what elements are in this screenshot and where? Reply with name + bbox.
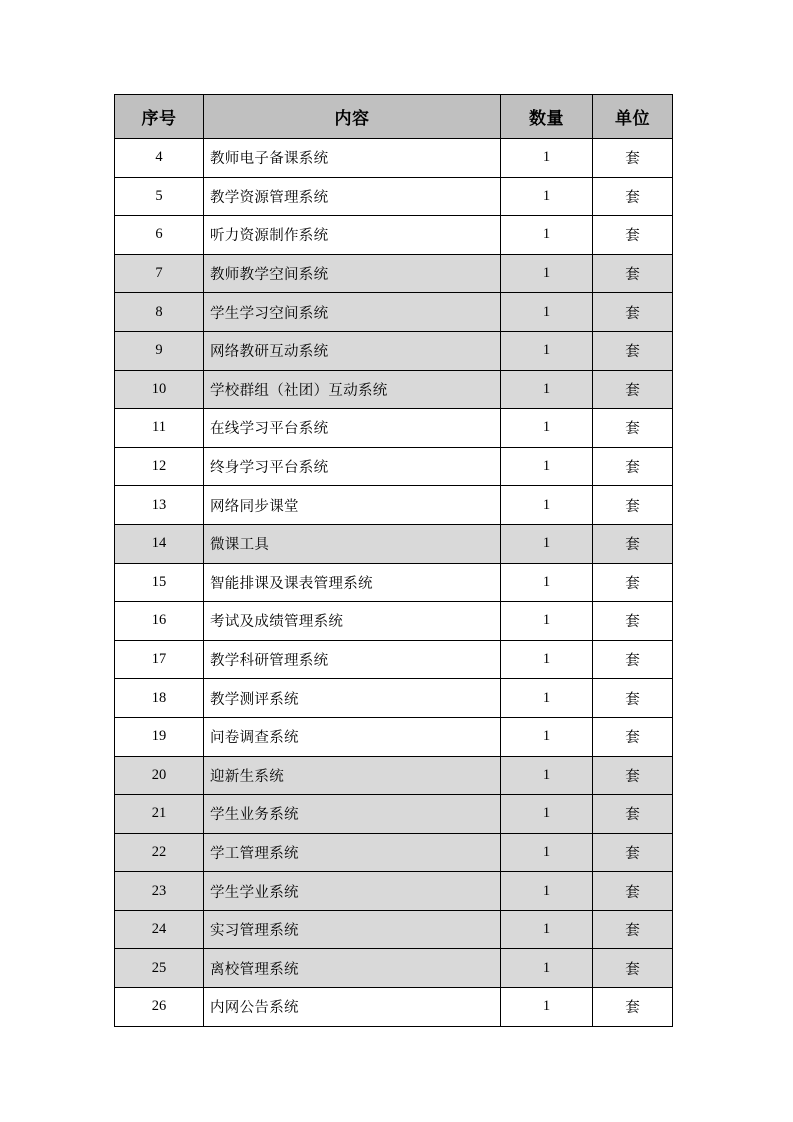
cell-sequence: 8	[115, 293, 204, 332]
cell-content: 教师教学空间系统	[204, 254, 501, 293]
table-row	[115, 640, 673, 679]
table-row	[115, 216, 673, 255]
cell-sequence: 12	[115, 447, 204, 486]
cell-unit: 套	[593, 370, 673, 409]
cell-quantity: 1	[501, 563, 593, 602]
cell-sequence: 26	[115, 988, 204, 1027]
cell-unit: 套	[593, 216, 673, 255]
equipment-inventory-table	[114, 94, 673, 1027]
cell-sequence: 4	[115, 139, 204, 178]
cell-quantity: 1	[501, 910, 593, 949]
cell-sequence: 25	[115, 949, 204, 988]
cell-sequence: 24	[115, 910, 204, 949]
table-row	[115, 910, 673, 949]
cell-content: 学生业务系统	[204, 795, 501, 834]
cell-sequence: 10	[115, 370, 204, 409]
cell-content: 教师电子备课系统	[204, 139, 501, 178]
cell-quantity: 1	[501, 988, 593, 1027]
cell-unit: 套	[593, 177, 673, 216]
cell-unit: 套	[593, 640, 673, 679]
cell-content: 问卷调查系统	[204, 717, 501, 756]
table-row	[115, 949, 673, 988]
cell-sequence: 13	[115, 486, 204, 525]
cell-unit: 套	[593, 254, 673, 293]
cell-content: 内网公告系统	[204, 988, 501, 1027]
cell-unit: 套	[593, 756, 673, 795]
table-row	[115, 447, 673, 486]
table-header-row	[115, 95, 673, 139]
cell-unit: 套	[593, 602, 673, 641]
cell-quantity: 1	[501, 370, 593, 409]
table-header	[115, 95, 673, 139]
cell-content: 离校管理系统	[204, 949, 501, 988]
cell-sequence: 23	[115, 872, 204, 911]
cell-content: 智能排课及课表管理系统	[204, 563, 501, 602]
table-row	[115, 409, 673, 448]
cell-unit: 套	[593, 331, 673, 370]
cell-sequence: 18	[115, 679, 204, 718]
table-body	[115, 139, 673, 1027]
cell-quantity: 1	[501, 486, 593, 525]
cell-quantity: 1	[501, 640, 593, 679]
table-row	[115, 370, 673, 409]
cell-sequence: 21	[115, 795, 204, 834]
cell-quantity: 1	[501, 524, 593, 563]
cell-unit: 套	[593, 409, 673, 448]
cell-content: 教学资源管理系统	[204, 177, 501, 216]
cell-unit: 套	[593, 910, 673, 949]
cell-sequence: 7	[115, 254, 204, 293]
cell-unit: 套	[593, 139, 673, 178]
cell-content: 迎新生系统	[204, 756, 501, 795]
cell-sequence: 5	[115, 177, 204, 216]
cell-sequence: 22	[115, 833, 204, 872]
cell-quantity: 1	[501, 872, 593, 911]
cell-sequence: 14	[115, 524, 204, 563]
cell-quantity: 1	[501, 177, 593, 216]
cell-content: 教学科研管理系统	[204, 640, 501, 679]
table-row	[115, 139, 673, 178]
cell-quantity: 1	[501, 833, 593, 872]
cell-content: 学生学习空间系统	[204, 293, 501, 332]
cell-sequence: 11	[115, 409, 204, 448]
cell-unit: 套	[593, 447, 673, 486]
cell-sequence: 20	[115, 756, 204, 795]
cell-unit: 套	[593, 679, 673, 718]
cell-unit: 套	[593, 833, 673, 872]
cell-unit: 套	[593, 988, 673, 1027]
cell-quantity: 1	[501, 795, 593, 834]
cell-quantity: 1	[501, 331, 593, 370]
table-row	[115, 833, 673, 872]
cell-content: 网络同步课堂	[204, 486, 501, 525]
cell-sequence: 9	[115, 331, 204, 370]
cell-content: 实习管理系统	[204, 910, 501, 949]
cell-sequence: 16	[115, 602, 204, 641]
table-row	[115, 988, 673, 1027]
cell-quantity: 1	[501, 409, 593, 448]
table-row	[115, 872, 673, 911]
table-row	[115, 177, 673, 216]
table-row	[115, 717, 673, 756]
cell-content: 网络教研互动系统	[204, 331, 501, 370]
column-header-content: 内容	[204, 95, 501, 139]
cell-content: 考试及成绩管理系统	[204, 602, 501, 641]
cell-unit: 套	[593, 293, 673, 332]
cell-unit: 套	[593, 524, 673, 563]
cell-quantity: 1	[501, 447, 593, 486]
cell-sequence: 15	[115, 563, 204, 602]
cell-quantity: 1	[501, 139, 593, 178]
cell-quantity: 1	[501, 679, 593, 718]
cell-unit: 套	[593, 795, 673, 834]
column-header-quantity: 数量	[501, 95, 593, 139]
column-header-unit: 单位	[593, 95, 673, 139]
cell-quantity: 1	[501, 756, 593, 795]
cell-quantity: 1	[501, 293, 593, 332]
cell-content: 教学测评系统	[204, 679, 501, 718]
table-row	[115, 679, 673, 718]
cell-unit: 套	[593, 563, 673, 602]
cell-content: 终身学习平台系统	[204, 447, 501, 486]
table-row	[115, 756, 673, 795]
cell-content: 学生学业系统	[204, 872, 501, 911]
table-row	[115, 524, 673, 563]
column-header-sequence: 序号	[115, 95, 204, 139]
table-row	[115, 486, 673, 525]
table-row	[115, 563, 673, 602]
table-row	[115, 602, 673, 641]
table-row	[115, 331, 673, 370]
cell-unit: 套	[593, 872, 673, 911]
cell-content: 微课工具	[204, 524, 501, 563]
cell-content: 学校群组（社团）互动系统	[204, 370, 501, 409]
cell-unit: 套	[593, 486, 673, 525]
cell-content: 听力资源制作系统	[204, 216, 501, 255]
cell-unit: 套	[593, 949, 673, 988]
cell-quantity: 1	[501, 602, 593, 641]
cell-sequence: 19	[115, 717, 204, 756]
cell-unit: 套	[593, 717, 673, 756]
cell-quantity: 1	[501, 717, 593, 756]
table-row	[115, 795, 673, 834]
cell-quantity: 1	[501, 949, 593, 988]
table-row	[115, 293, 673, 332]
cell-content: 学工管理系统	[204, 833, 501, 872]
cell-sequence: 17	[115, 640, 204, 679]
cell-content: 在线学习平台系统	[204, 409, 501, 448]
cell-sequence: 6	[115, 216, 204, 255]
cell-quantity: 1	[501, 254, 593, 293]
table-row	[115, 254, 673, 293]
cell-quantity: 1	[501, 216, 593, 255]
